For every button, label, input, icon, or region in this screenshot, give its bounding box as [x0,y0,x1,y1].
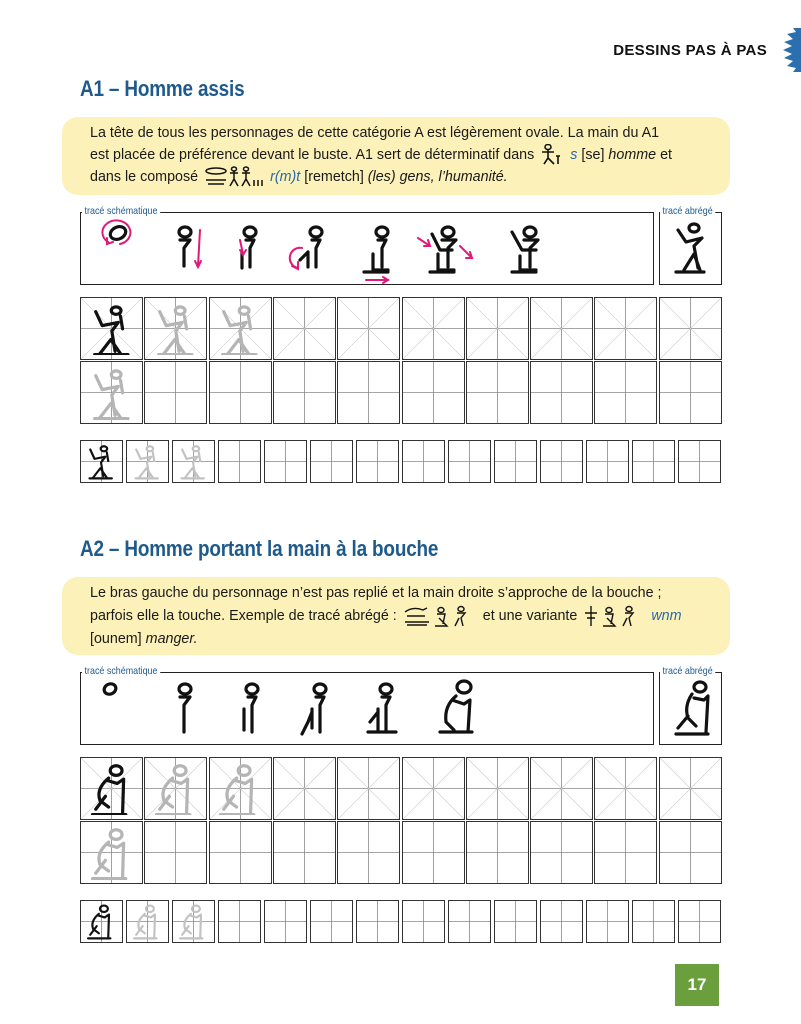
schema-strokes-a2 [80,672,722,745]
practice-cell[interactable] [80,361,143,424]
practice-cell[interactable] [659,757,722,820]
practice-cell[interactable] [209,297,272,360]
model-figure-icon [175,903,211,939]
practice-cell[interactable] [172,440,215,483]
practice-cell[interactable] [356,440,399,483]
practice-cell[interactable] [144,361,207,424]
practice-cell[interactable] [466,361,529,424]
practice-cell[interactable] [273,757,336,820]
practice-cell[interactable] [356,900,399,943]
practice-cell[interactable] [402,821,465,884]
practice-cell[interactable] [594,757,657,820]
practice-cell[interactable] [466,297,529,360]
practice-cell[interactable] [209,361,272,424]
practice-cell[interactable] [448,440,491,483]
practice-cell[interactable] [310,900,353,943]
practice-cell[interactable] [530,757,593,820]
model-figure-icon [83,443,119,479]
practice-cell[interactable] [209,821,272,884]
hieroglyph-people-icon [204,166,264,188]
model-figure-icon [213,762,267,816]
practice-cell[interactable] [594,297,657,360]
hieroglyph-wnm-icon [403,604,477,628]
practice-cell[interactable] [126,440,169,483]
practice-cell[interactable] [402,757,465,820]
practice-cell[interactable] [402,361,465,424]
practice-cell[interactable] [80,440,123,483]
practice-cell[interactable] [337,821,400,884]
practice-cell[interactable] [80,821,143,884]
practice-cell[interactable] [126,900,169,943]
practice-cell[interactable] [540,440,583,483]
note-a1-line3: dans le composé r(m)t [remetch] (les) gens, l’humanité. [90,166,716,188]
note-a2-line1: Le bras gauche du personnage n’est pas replié et la main droite s’approche de la bouche ; [90,585,662,601]
model-figure-icon [175,443,211,479]
note-a1-line1: La tête de tous les personnages de cette catégorie A est légèrement ovale. La main du A1 [90,125,660,141]
practice-cell[interactable] [448,900,491,943]
practice-cell[interactable] [144,297,207,360]
practice-cell[interactable] [273,821,336,884]
practice-cell[interactable] [273,361,336,424]
practice-cell[interactable] [678,900,721,943]
practice-cell[interactable] [310,440,353,483]
label-abrege-a1: tracé abrégé [660,205,715,217]
practice-cell[interactable] [337,361,400,424]
practice-cell[interactable] [530,297,593,360]
section-title-a1: A1 – Homme assis [80,76,245,101]
page-number: 17 [675,964,719,1006]
practice-cell[interactable] [494,440,537,483]
practice-cell[interactable] [659,361,722,424]
practice-cell[interactable] [80,900,123,943]
practice-cell[interactable] [678,440,721,483]
practice-cell[interactable] [594,821,657,884]
practice-cell[interactable] [218,440,261,483]
note-a2-line2: parfois elle la touche. Exemple de tracé abrégé : et une variante wnm [90,604,716,628]
practice-cell[interactable] [172,900,215,943]
model-figure-icon [85,366,139,420]
note-a1-line2: est placée de préférence devant le buste. A1 sert de déterminatif dans s [se] homme et [90,144,716,166]
hieroglyph-wnm-variant-icon [583,604,645,628]
practice-cell[interactable] [80,297,143,360]
practice-cell[interactable] [540,900,583,943]
practice-cell[interactable] [586,440,629,483]
practice-cell[interactable] [402,440,445,483]
practice-cell[interactable] [144,821,207,884]
practice-cell[interactable] [586,900,629,943]
practice-cell[interactable] [402,297,465,360]
practice-cell[interactable] [337,297,400,360]
practice-cell[interactable] [337,757,400,820]
practice-cell[interactable] [659,297,722,360]
practice-cell[interactable] [632,900,675,943]
model-figure-icon [83,903,119,939]
note-a2 [62,577,730,655]
label-abrege-a2: tracé abrégé [660,665,715,677]
practice-cell[interactable] [264,440,307,483]
header-title: DESSINS PAS À PAS [613,41,767,59]
hieroglyph-man-icon [540,144,564,166]
practice-cell[interactable] [466,757,529,820]
practice-cell[interactable] [209,757,272,820]
model-figure-icon [85,762,139,816]
practice-cell[interactable] [402,900,445,943]
model-figure-icon [85,302,139,356]
sunburst-badge-icon [771,28,801,72]
practice-cell[interactable] [530,821,593,884]
practice-cell[interactable] [659,821,722,884]
note-a1 [62,117,730,195]
practice-cell[interactable] [632,440,675,483]
practice-cell[interactable] [218,900,261,943]
practice-cell[interactable] [530,361,593,424]
note-a2-line3: [ounem] manger. [90,631,198,647]
label-schema-a1: tracé schématique [82,205,160,217]
practice-cell[interactable] [466,821,529,884]
practice-cell[interactable] [144,757,207,820]
practice-cell[interactable] [264,900,307,943]
section-title-a2: A2 – Homme portant la main à la bouche [80,536,439,561]
model-figure-icon [129,903,165,939]
model-figure-icon [129,443,165,479]
practice-cell[interactable] [594,361,657,424]
practice-cell[interactable] [80,757,143,820]
practice-cell[interactable] [494,900,537,943]
model-figure-icon [85,826,139,880]
model-figure-icon [149,762,203,816]
schema-strokes-a1 [80,212,722,285]
practice-cell[interactable] [273,297,336,360]
model-figure-icon [149,302,203,356]
model-figure-icon [213,302,267,356]
label-schema-a2: tracé schématique [82,665,160,677]
running-header [613,28,801,72]
